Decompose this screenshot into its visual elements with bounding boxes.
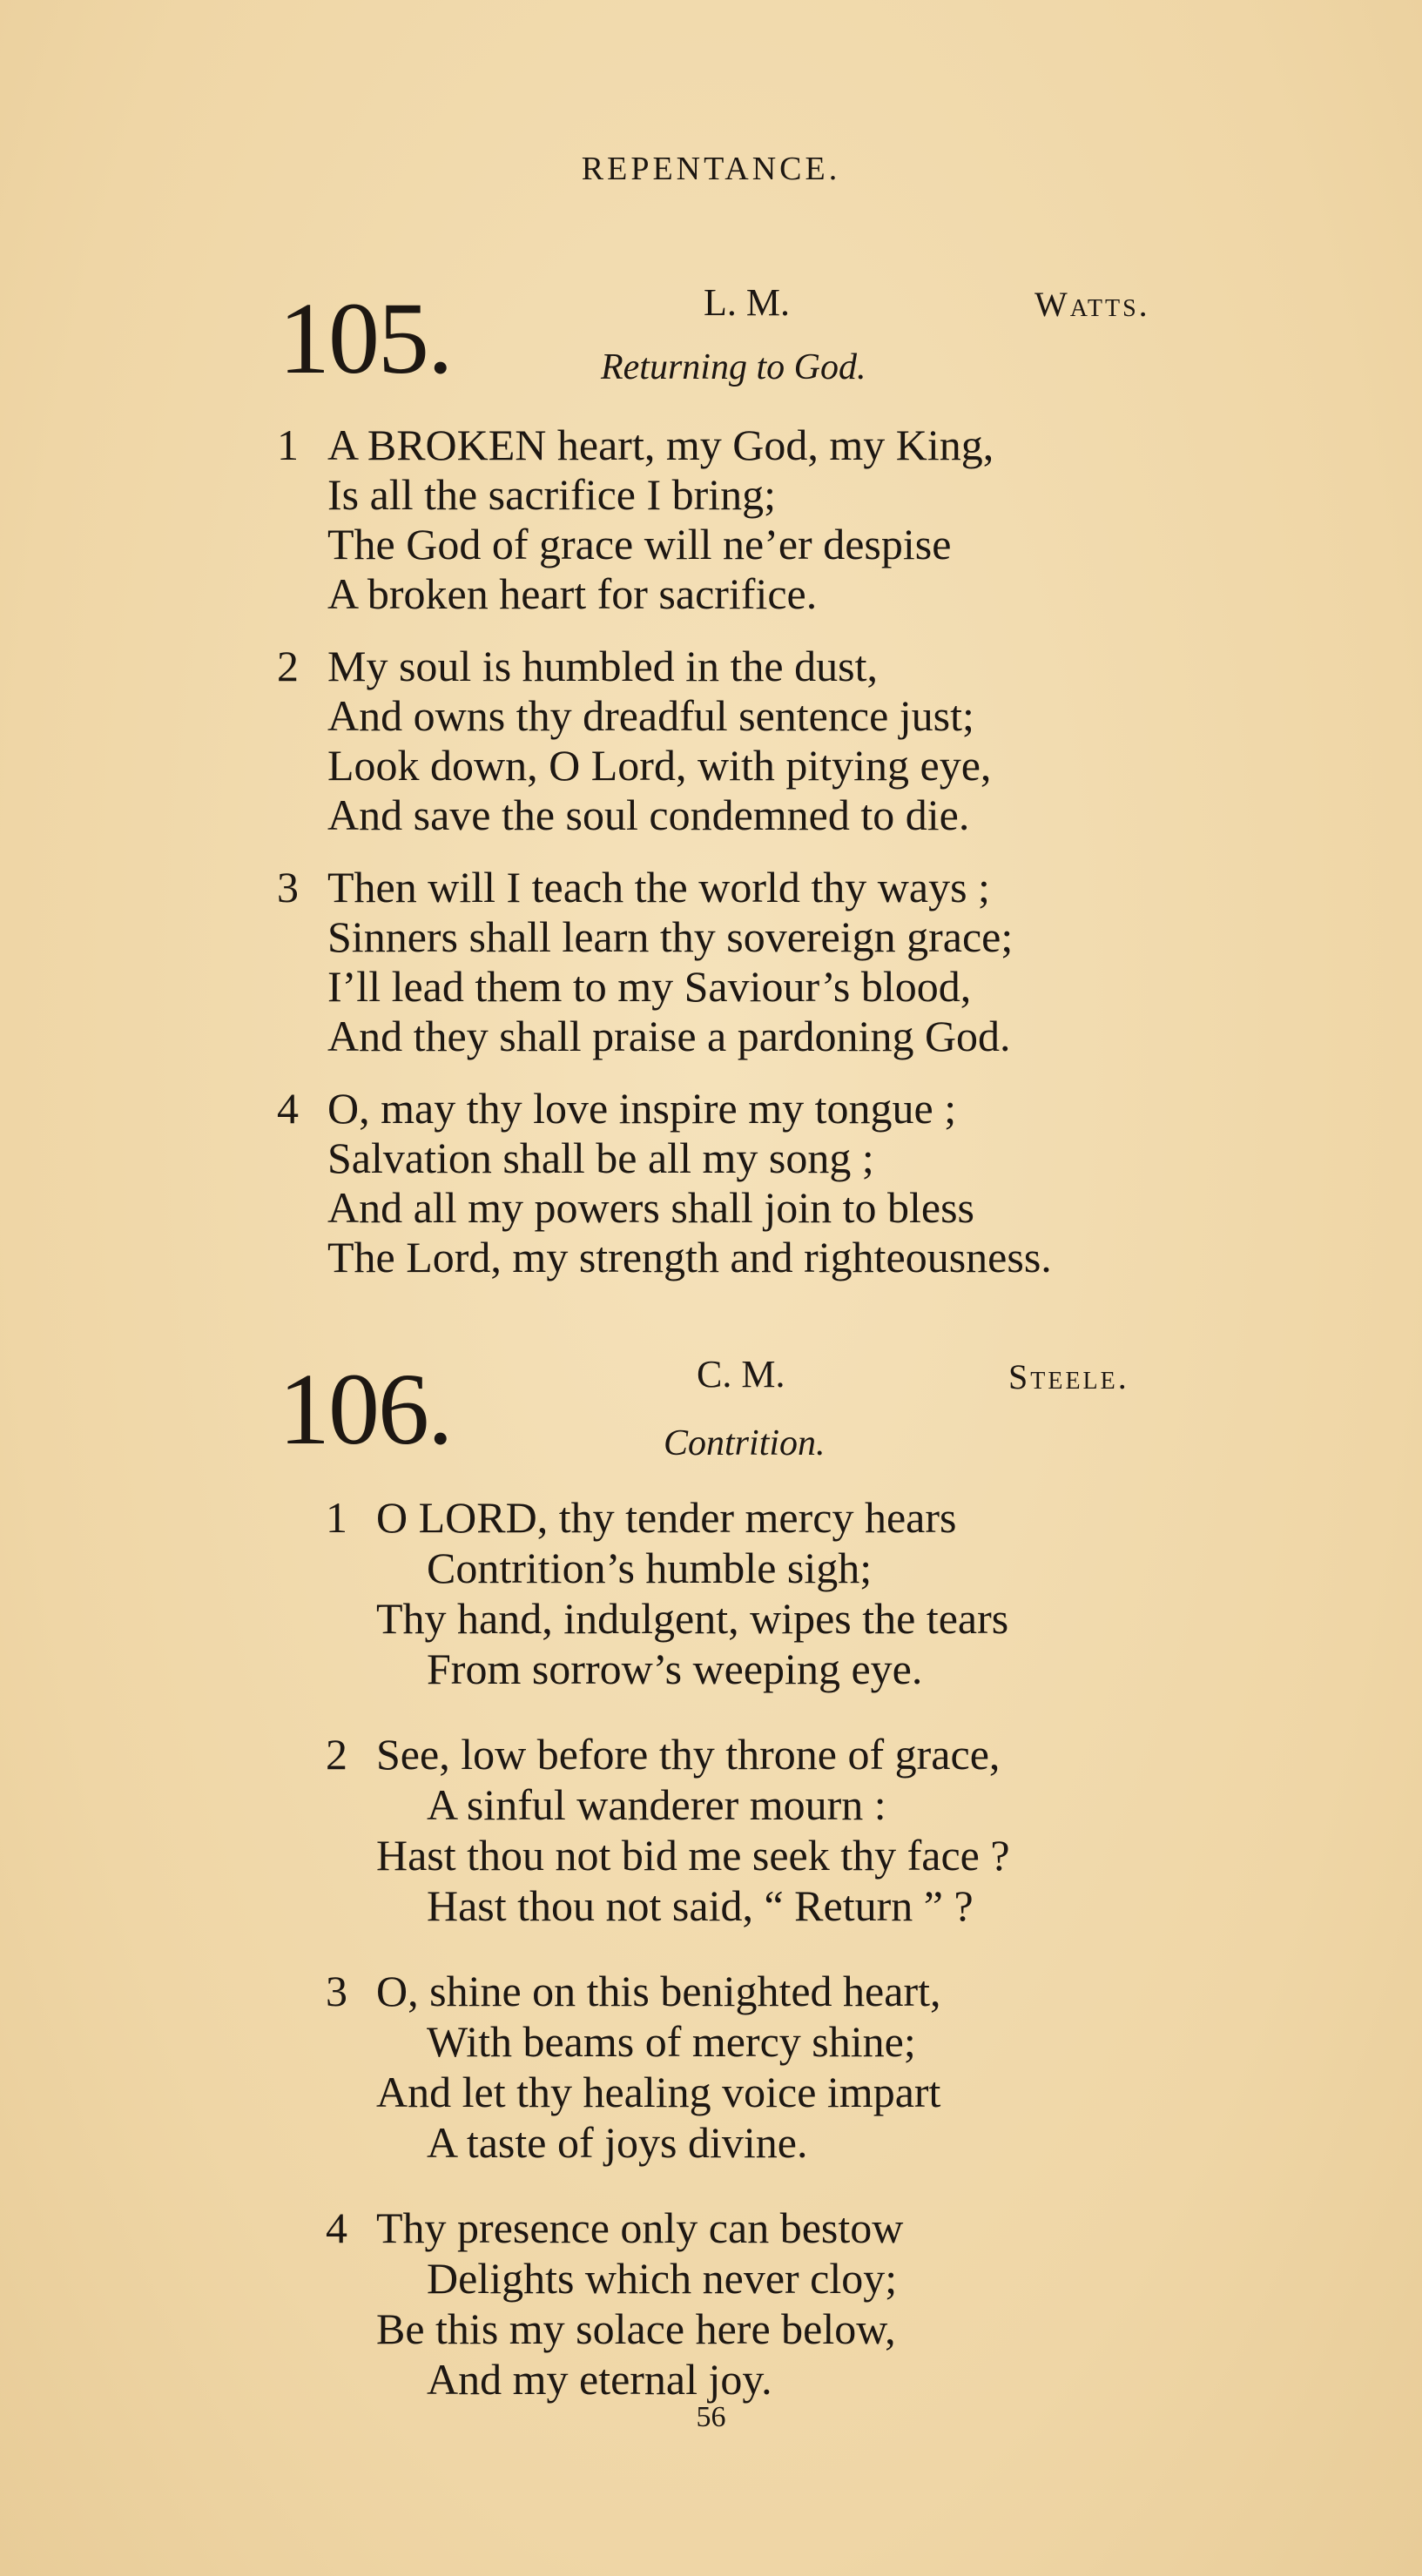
- verse-line: O, shine on this benighted heart,: [376, 1967, 941, 2015]
- verse-line: Sinners shall learn thy sovereign grace;: [327, 912, 1014, 961]
- verse-line: From sorrow’s weeping eye.: [427, 1644, 923, 1693]
- verse-line: A sinful wanderer mourn :: [427, 1780, 886, 1829]
- verse-line: And owns thy dreadful sentence just;: [327, 691, 974, 740]
- verse-number: 4: [326, 2203, 347, 2252]
- verse-number: 2: [277, 642, 299, 690]
- verse-number: 3: [277, 863, 299, 911]
- verse-line: Hast thou not bid me seek thy face ?: [376, 1831, 1010, 1880]
- verse-line: I’ll lead them to my Saviour’s blood,: [327, 962, 972, 1011]
- hymn-subtitle: Contrition.: [664, 1423, 826, 1463]
- hymn-number: 106.: [279, 1352, 452, 1466]
- verse-line: And all my powers shall join to bless: [327, 1183, 974, 1232]
- verse-line: A BROKEN heart, my God, my King,: [327, 420, 994, 469]
- verse-line: And let thy healing voice impart: [376, 2068, 941, 2116]
- verse-number: 1: [326, 1493, 347, 1542]
- verse-line: Is all the sacrifice I bring;: [327, 470, 777, 519]
- hymn-meter: L. M.: [704, 281, 790, 324]
- verse-number: 4: [277, 1084, 299, 1133]
- verse-line: A taste of joys divine.: [427, 2118, 808, 2167]
- verse-line: Thy presence only can bestow: [376, 2203, 904, 2252]
- verse-line: See, low before thy throne of grace,: [376, 1730, 1001, 1779]
- verse-line: And they shall praise a pardoning God.: [327, 1012, 1011, 1060]
- verse-line: Thy hand, indulgent, wipes the tears: [376, 1594, 1009, 1643]
- verse-line: Delights which never cloy;: [427, 2254, 898, 2303]
- hymn-meter: C. M.: [697, 1353, 785, 1396]
- verse-line: Hast thou not said, “ Return ” ?: [427, 1881, 974, 1930]
- verse-line: Contrition’s humble sigh;: [427, 1544, 873, 1592]
- verse-line: Be this my solace here below,: [376, 2304, 896, 2353]
- verse-line: Look down, O Lord, with pitying eye,: [327, 741, 992, 790]
- verse-line: O, may thy love inspire my tongue ;: [327, 1084, 957, 1133]
- verse-line: A broken heart for sacrifice.: [327, 569, 818, 618]
- verse-line: Then will I teach the world thy ways ;: [327, 863, 990, 911]
- verse-line: And save the soul condemned to die.: [327, 790, 970, 839]
- verse-line: My soul is humbled in the dust,: [327, 642, 878, 690]
- verse-number: 1: [277, 420, 299, 469]
- verse-number: 2: [326, 1730, 347, 1779]
- section-header: REPENTANCE.: [581, 151, 841, 187]
- verse-line: The Lord, my strength and righteousness.: [327, 1233, 1052, 1281]
- verse-line: Salvation shall be all my song ;: [327, 1133, 874, 1182]
- verse-line: The God of grace will ne’er despise: [327, 520, 952, 568]
- hymn-author: Watts.: [1034, 285, 1150, 324]
- verse-line: And my eternal joy.: [427, 2355, 772, 2404]
- hymn-number: 105.: [279, 281, 452, 395]
- hymn-subtitle: Returning to God.: [601, 347, 866, 387]
- verse-line: O LORD, thy tender mercy hears: [376, 1493, 957, 1542]
- page-number: 56: [696, 2401, 726, 2433]
- hymn-author: Steele.: [1008, 1357, 1129, 1396]
- verse-line: With beams of mercy shine;: [427, 2017, 916, 2066]
- verse-number: 3: [326, 1967, 347, 2015]
